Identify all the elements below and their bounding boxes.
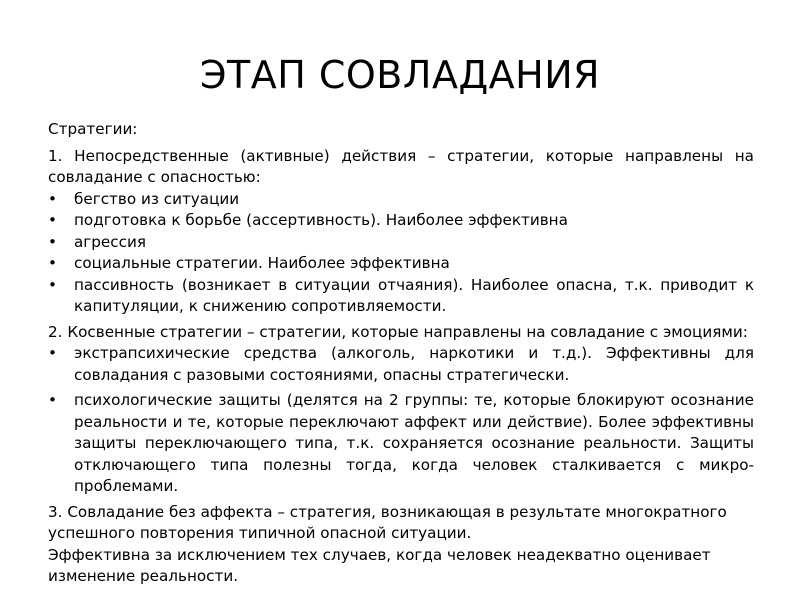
list-item	[48, 275, 754, 318]
slide-title: ЭТАП СОВЛАДАНИЯ	[199, 53, 601, 97]
list-item-text: психологические защиты (делятся на 2 группы: те, которые блокируют осознание реальности и те, которые переключают аффект или действие). Более эффективны защиты переключающего типа, т.к. сохраняется осознание реальности. Защиты отключающего типа полезны тогда, когда человек сталкивается с микро-проблемами.	[74, 391, 754, 495]
bullet-icon: •	[48, 254, 57, 272]
section-2-text: 2. Косвенные стратегии – стратегии, которые направлены на совладание с эмоциями:	[48, 322, 748, 341]
list-item-text: социальные стратегии. Наиболее эффективна	[74, 254, 450, 272]
bullet-icon: •	[48, 189, 57, 208]
section-1-text: 1. Непосредственные (активные) действия – стратегии, которые направлены на совладание с опасностью:	[48, 146, 754, 186]
list-item	[48, 210, 754, 232]
bullet-icon: •	[48, 275, 57, 294]
list-item-text: агрессия	[74, 232, 146, 251]
list-item	[48, 232, 754, 254]
section-1-list	[48, 189, 754, 318]
list-item-text: экстрапсихические средства (алкоголь, наркотики и т.д.). Эффективны для совладания с разовыми состояниями, опасны стратегически.	[74, 344, 754, 384]
strategies-heading: Стратегии:	[48, 120, 138, 138]
list-item-text: бегство из ситуации	[74, 189, 240, 208]
section-2-list	[48, 343, 754, 498]
bullet-icon: •	[48, 344, 57, 362]
list-item	[48, 390, 754, 498]
list-item	[48, 189, 754, 211]
section-3-text: 3. Совладание без аффекта – стратегия, возникающая в результате многократного успешного повторения типичной опасной ситуации.	[48, 502, 727, 542]
list-item-text: пассивность (возникает в ситуации отчаяния). Наиболее опасна, т.к. приводит к капитуляции, к снижению сопротивляемости.	[74, 275, 754, 315]
list-item	[48, 343, 754, 386]
section-3-continuation: Эффективна за исключением тех случаев, когда человек неадекватно оценивает изменение реальности.	[48, 545, 711, 585]
slide-body	[48, 119, 754, 588]
bullet-icon: •	[48, 391, 57, 409]
list-item	[48, 253, 754, 275]
bullet-icon: •	[48, 232, 57, 251]
list-item-text: подготовка к борьбе (ассертивность). Наиболее эффективна	[74, 211, 568, 229]
bullet-icon: •	[48, 211, 57, 229]
